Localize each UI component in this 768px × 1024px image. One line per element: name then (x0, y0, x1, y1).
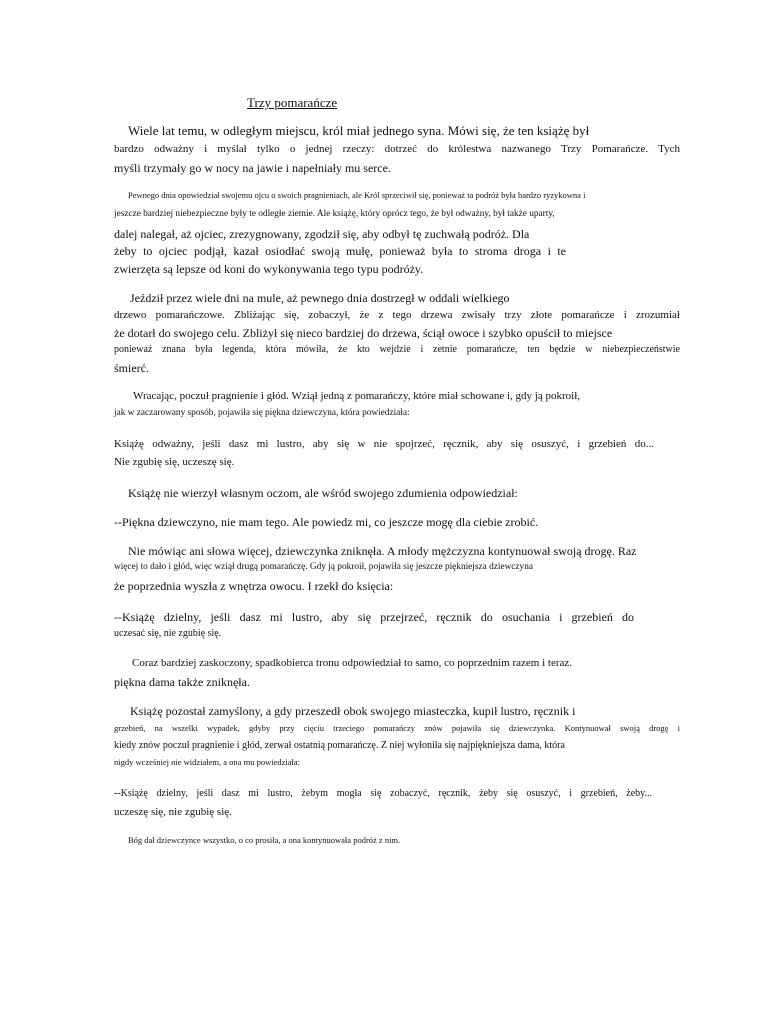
text-line: Książę pozostał zamyślony, a gdy przeszedł obok swojego miasteczka, kupił lustro, ręcznik i (130, 704, 576, 718)
text-line: jeszcze bardziej niebezpieczne były te odległe ziemie. Ale książę, który oprócz tego, że był odważny, był także uparty, (114, 209, 555, 219)
text-line: --Książę dzielny, jeśli dasz mi lustro, aby się przejrzeć, ręcznik do osuchania i grzebień do (114, 610, 634, 624)
text-line: Nie zgubię się, uczeszę się. (114, 456, 235, 468)
text-line: że dotarł do swojego celu. Zbliżył się nieco bardziej do drzewa, ściął owoce i szybko opuścił to miejsce (114, 326, 613, 340)
text-line: --Piękna dziewczyno, nie mam tego. Ale powiedz mi, co jeszcze mogę dla ciebie zrobić. (114, 515, 539, 529)
text-line: że poprzednia wyszła z wnętrza owocu. I rzekł do księcia: (114, 579, 394, 593)
text-line: jak w zaczarowany sposób, pojawiła się piękna dziewczyna, która powiedziała: (114, 408, 410, 418)
text-line: dalej nalegał, aż ojciec, zrezygnowany, zgodził się, aby odbył tę zuchwałą podróż. Dla (114, 227, 530, 241)
text-line: więcej to dało i głód, więc wziął drugą pomarańczę. Gdy ją pokroił, pojawiła się jeszcze piękniejsza dziewczyna (114, 562, 533, 572)
text-line: Bóg dał dziewczynce wszystko, o co prosiła, a ona kontynuowała podróż z nim. (128, 835, 401, 845)
text-line: drzewo pomarańczowe. Zbliżając się, zobaczył, że z tego drzewa zwisały trzy złote pomarańcze i zrozumiał (114, 309, 680, 321)
text-line: żeby to ojciec podjął, kazał osiodłać swoją mułę, ponieważ była to stroma droga i te (114, 244, 566, 258)
text-line: nigdy wcześniej nie widziałem, a ona mu powiedziała: (114, 757, 300, 767)
text-line: kiedy znów poczuł pragnienie i głód, zerwał ostatnią pomarańczę. Z niej wyłoniła się najpiękniejsza dama, która (114, 740, 565, 751)
text-line: ponieważ znana była legenda, która mówiła, że kto wejdzie i zetnie pomarańcze, ten będzie w niebezpieczeństwie (114, 344, 680, 355)
text-line: Coraz bardziej zaskoczony, spadkobierca tronu odpowiedział to samo, co poprzednim razem i teraz. (132, 657, 573, 669)
text-line: zwierzęta są lepsze od koni do wykonywania tego typu podróży. (114, 262, 424, 276)
document-title: Trzy pomarańcze (247, 95, 338, 110)
text-line: myśli trzymały go w nocy na jawie i napełniały mu serce. (114, 161, 391, 175)
text-line: piękna dama także zniknęła. (114, 675, 250, 689)
text-line: śmierć. (114, 361, 149, 375)
text-line: Wracając, poczuł pragnienie i głód. Wziął jedną z pomarańczy, które miał schowane i, gdy ją pokroił, (133, 390, 581, 402)
text-line: Wiele lat temu, w odległym miejscu, król miał jednego syna. Mówi się, że ten książę był (128, 123, 590, 138)
text-line: uczeszę się, nie zgubię się. (114, 806, 232, 818)
text-line: Nie mówiąc ani słowa więcej, dziewczynka zniknęła. A młody mężczyzna kontynuował swoją drogę. Raz (128, 544, 637, 558)
text-line: bardzo odważny i myślał tylko o jednej rzeczy: dotrzeć do królestwa nazwanego Trzy Pomarańcze. Tych (114, 143, 680, 155)
text-line: Książę odważny, jeśli dasz mi lustro, aby się w nie spojrzeć, ręcznik, aby się osuszyć, i grzebień do... (114, 438, 654, 450)
text-line: grzebień, na wszelki wypadek, gdyby przy cięciu trzeciego pomarańczy znów pojawiła się dziewczynka. Kontynuował swoją drogę i (114, 723, 680, 733)
text-line: Książę nie wierzył własnym oczom, ale wśród swojego zdumienia odpowiedział: (128, 486, 518, 500)
text-line: Pewnego dnia opowiedział swojemu ojcu o swoich pragnieniach, ale Król sprzeciwił się, ponieważ ta podróż była bardzo ryzykowna i (128, 190, 586, 200)
text-line: uczesać się, nie zgubię się. (114, 628, 222, 639)
text-line: Jeździł przez wiele dni na mule, aż pewnego dnia dostrzegł w oddali wielkiego (130, 291, 510, 305)
text-line: --Książę dzielny, jeśli dasz mi lustro, żebym mogła się zobaczyć, ręcznik, żeby się osuszyć, i grzebień, żeby... (114, 788, 652, 799)
